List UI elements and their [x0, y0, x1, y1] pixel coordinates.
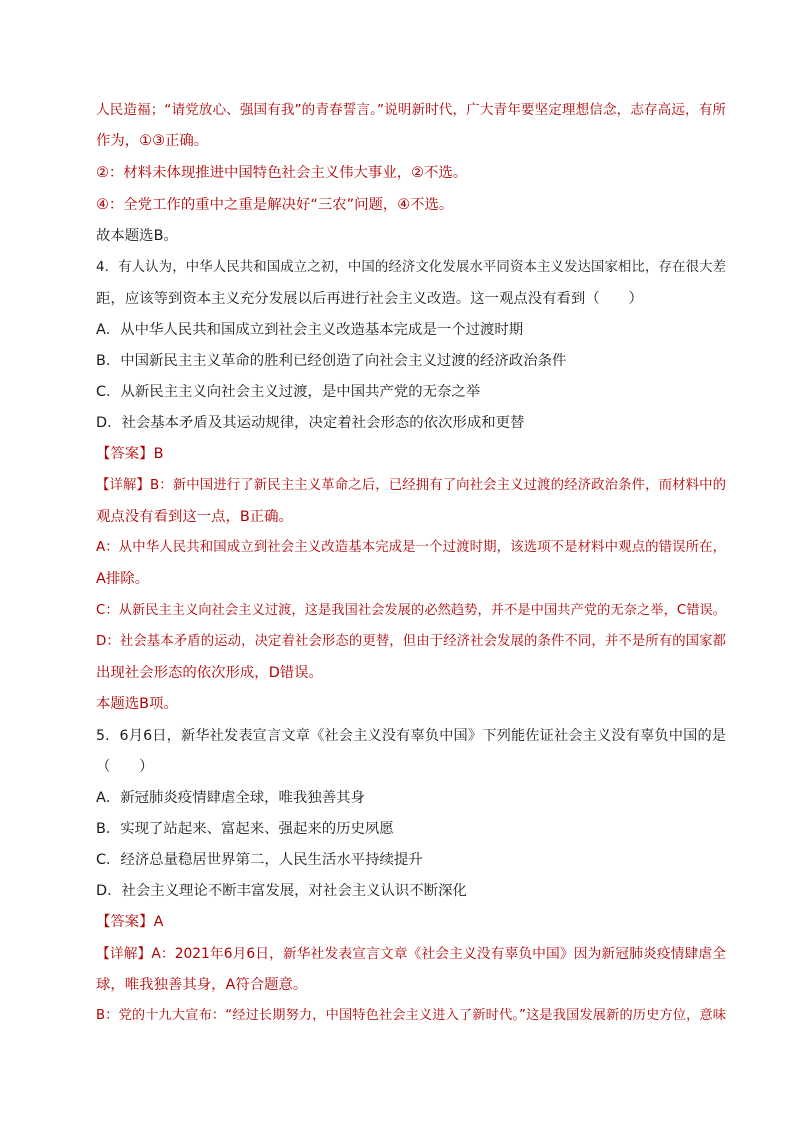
explanation-line: 球，唯我独善其身，A符合题意。 [96, 977, 308, 993]
question-stem: 5．6月6日，新华社发表宣言文章《社会主义没有辜负中国》下列能佐证社会主义没有辜负中国的是 [96, 728, 726, 744]
option-c: C．经济总量稳居世界第二，人民生活水平持续提升 [96, 852, 423, 868]
explanation-line: D：社会基本矛盾的运动，决定着社会形态的更替，但由于经济社会发展的条件不同，并不是所有的国家都 [96, 634, 726, 649]
text-line: 人民造福；“请党放心、强国有我”的青春誓言。”说明新时代，广大青年要坚定理想信念，志存高远，有所 [96, 102, 726, 118]
option-a: A．从中华人民共和国成立到社会主义改造基本完成是一个过渡时期 [96, 322, 524, 338]
option-b: B．实现了站起来、富起来、强起来的历史夙愿 [96, 821, 394, 837]
option-d: D．社会基本矛盾及其运动规律，决定着社会形态的依次形成和更替 [96, 415, 525, 431]
explanation-line: A排除。 [96, 571, 150, 587]
option-d: D．社会主义理论不断丰富发展，对社会主义认识不断深化 [96, 883, 467, 899]
explanation-line: 【详解】A：2021年6月6日，新华社发表宣言文章《社会主义没有辜负中国》因为新冠肺炎疫情肆虐全 [96, 946, 726, 962]
explanation-line: 【详解】B：新中国进行了新民主主义革命之后，已经拥有了向社会主义过渡的经济政治条件，而材料中的 [96, 478, 726, 493]
answer-label: 【答案】A [96, 914, 164, 930]
answer-label: 【答案】B [96, 446, 164, 462]
question-stem: 4．有人认为，中华人民共和国成立之初，中国的经济文化发展水平同资本主义发达国家相比，存在很大差 [96, 260, 726, 275]
explanation-line: C：从新民主主义向社会主义过渡，这是我国社会发展的必然趋势，并不是中国共产党的无奈之举，C错误。 [96, 603, 726, 618]
text-line: ②：材料未体现推进中国特色社会主义伟大事业，②不选。 [96, 165, 468, 181]
option-a: A．新冠肺炎疫情肆虐全球，唯我独善其身 [96, 790, 365, 806]
text-line: ④：全党工作的重中之重是解决好“三农”问题，④不选。 [96, 197, 454, 213]
explanation-line: 观点没有看到这一点，B正确。 [96, 509, 293, 525]
explanation-line: A：从中华人民共和国成立到社会主义改造基本完成是一个过渡时期，该选项不是材料中观点的错误所在， [96, 540, 726, 555]
text-line: 故本题选B。 [96, 228, 178, 244]
explanation-line: B：党的十九大宣布：“经过长期努力，中国特色社会主义进入了新时代。”这是我国发展新的历史方位，意味 [96, 1008, 726, 1023]
question-stem: （ ） [96, 759, 154, 775]
option-b: B．中国新民主主义革命的胜利已经创造了向社会主义过渡的经济政治条件 [96, 353, 567, 369]
explanation-line: 本题选B项。 [96, 696, 178, 712]
question-stem: 距，应该等到资本主义充分发展以后再进行社会主义改造。这一观点没有看到（ ） [96, 291, 643, 307]
explanation-line: 出现社会形态的依次形成，D错误。 [96, 665, 323, 681]
text-line: 作为，①③正确。 [96, 133, 209, 149]
option-c: C．从新民主主义向社会主义过渡，是中国共产党的无奈之举 [96, 384, 481, 400]
